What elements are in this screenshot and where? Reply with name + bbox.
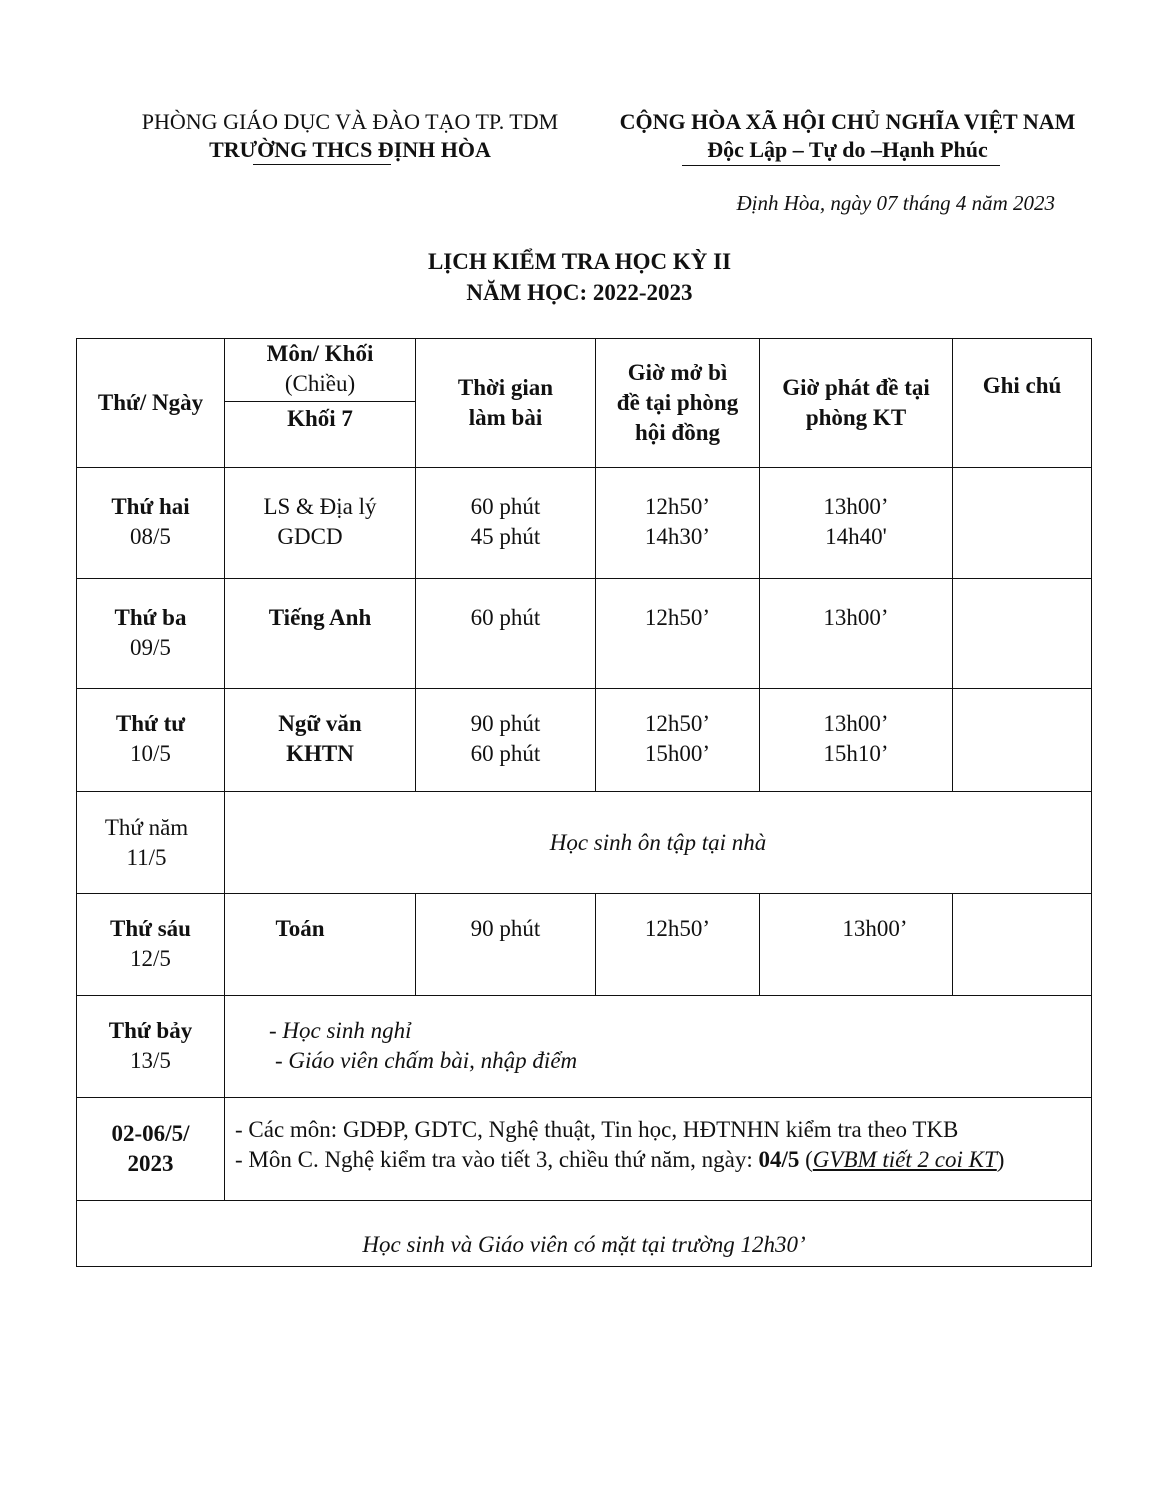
note-cell: [953, 579, 1092, 689]
table-row: [77, 689, 1092, 792]
table-row: [77, 1098, 1092, 1201]
distribute-time-cell: 13h00’: [760, 579, 953, 689]
open-time-cell: 12h50’: [596, 894, 760, 996]
distribute-time-cell: 13h00’ 14h40': [760, 468, 953, 579]
header-distribute-time: Giờ phát đề tại phòng KT: [760, 339, 953, 468]
note-cell: [953, 894, 1092, 996]
duration-cell: 90 phút: [416, 894, 596, 996]
subject-cell: Tiếng Anh: [225, 579, 416, 689]
dateline: Định Hòa, ngày 07 tháng 4 năm 2023: [736, 191, 1055, 215]
duration-cell: 60 phút: [416, 579, 596, 689]
open-time-cell: 12h50’ 15h00’: [596, 689, 760, 792]
header-left: [120, 108, 580, 164]
subject-cell: Toán: [225, 894, 416, 996]
other-subjects-notes: - Các môn: GDĐP, GDTC, Nghệ thuật, Tin học, HĐTNHN kiểm tra theo TKB - Môn C. Nghệ kiểm tra vào tiết 3, chiều thứ năm, ngày: 04/5 (GVBM tiết 2 coi KT): [225, 1098, 1092, 1201]
header-subject: Môn/ Khối (Chiều): [225, 339, 416, 402]
country-name: CỘNG HÒA XÃ HỘI CHỦ NGHĨA VIỆT NAM: [619, 109, 1076, 134]
saturday-notes: - Học sinh nghỉ - Giáo viên chấm bài, nhập điểm: [225, 996, 1092, 1098]
header-right: [600, 108, 1095, 164]
distribute-time-cell: 13h00’ 15h10’: [760, 689, 953, 792]
table-row: [77, 468, 1092, 579]
note-cell: [953, 468, 1092, 579]
study-at-home-note: Học sinh ôn tập tại nhà: [225, 792, 1092, 894]
header-note: Ghi chú: [953, 339, 1092, 468]
header-row: [77, 339, 1092, 402]
duration-cell: 60 phút 45 phút: [416, 468, 596, 579]
school-name: TRƯỜNG THCS ĐỊNH HÒA: [209, 137, 491, 162]
header-grade: Khối 7: [225, 402, 416, 468]
header-day: Thứ/ Ngày: [77, 339, 225, 468]
day-cell: Thứ ba 09/5: [77, 579, 225, 689]
note-cell: [953, 689, 1092, 792]
document-title: LỊCH KIỂM TRA HỌC KỲ II: [427, 249, 732, 274]
duration-cell: 90 phút 60 phút: [416, 689, 596, 792]
day-cell: Thứ hai 08/5: [77, 468, 225, 579]
footer-row: [77, 1201, 1092, 1267]
subject-cell: LS & Địa lý GDCD: [225, 468, 416, 579]
national-motto: Độc Lập – Tự do –Hạnh Phúc: [707, 137, 988, 162]
open-time-cell: 12h50’ 14h30’: [596, 468, 760, 579]
day-cell: 02-06/5/ 2023: [77, 1098, 225, 1201]
day-cell: Thứ bảy 13/5: [77, 996, 225, 1098]
day-cell: Thứ tư 10/5: [77, 689, 225, 792]
open-time-cell: 12h50’: [596, 579, 760, 689]
header-right-rule: [682, 165, 1000, 166]
table-row: [77, 579, 1092, 689]
header-open-time: Giờ mở bì đề tại phòng hội đồng: [596, 339, 760, 468]
department-name: PHÒNG GIÁO DỤC VÀ ĐÀO TẠO TP. TDM: [141, 109, 559, 134]
arrival-time-note: Học sinh và Giáo viên có mặt tại trường 12h30’: [77, 1201, 1092, 1267]
day-cell: Thứ năm 11/5: [77, 792, 225, 894]
subject-cell: Ngữ văn KHTN: [225, 689, 416, 792]
day-cell: Thứ sáu 12/5: [77, 894, 225, 996]
table-row: [77, 792, 1092, 894]
distribute-time-cell: 13h00’: [760, 894, 953, 996]
table-row: [77, 894, 1092, 996]
header-left-rule: [253, 164, 391, 165]
school-year: NĂM HỌC: 2022-2023: [466, 280, 693, 305]
header-duration: Thời gian làm bài: [416, 339, 596, 468]
exam-schedule-table: [76, 338, 1092, 1267]
table-row: [77, 996, 1092, 1098]
